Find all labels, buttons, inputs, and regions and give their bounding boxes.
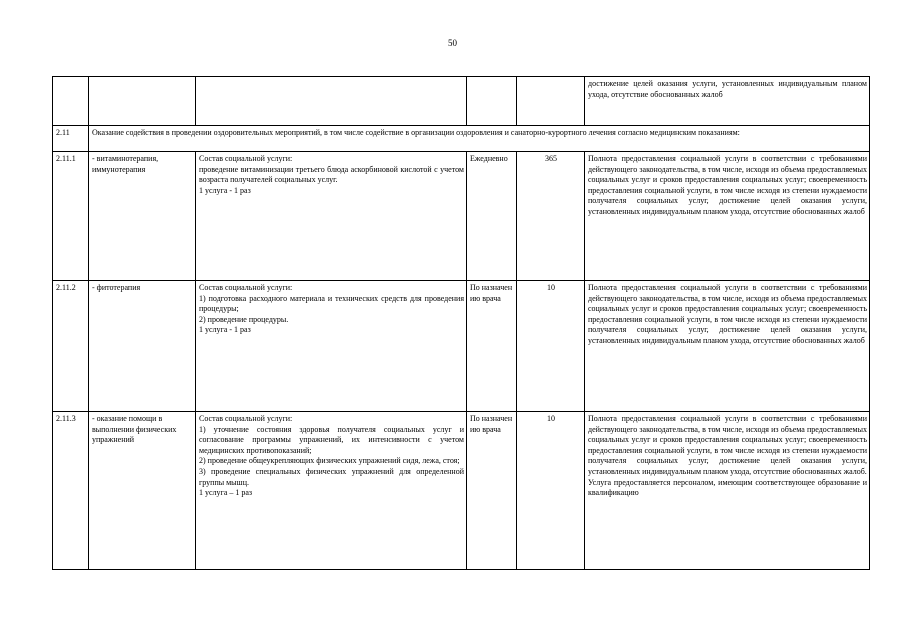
service-content [196, 152, 467, 281]
service-name: - оказание помощи в выполнении физических упражнений [89, 412, 196, 570]
service-period: Ежедневно [467, 152, 517, 281]
table-row [53, 412, 870, 570]
row-number: 2.11.2 [53, 281, 89, 412]
services-table [52, 76, 870, 570]
row-number: 2.11.3 [53, 412, 89, 570]
content-line: 2) проведение процедуры. [199, 314, 289, 324]
service-content [196, 412, 467, 570]
service-name: - витаминотерапия, иммунотерапия [89, 152, 196, 281]
quality-paragraph: Полнота предоставления социальной услуги в соответствии с требованиями действующего законодательства, в том числе, исходя из объема предоставляемых социальных услуг и сроков предоставления социальных услуг; своевременность предоставления социальной услуги, в том числе исходя из степени нуждаемости получателя социальных услуг, достижение целей оказания услуги, установленных индивидуальным планом ухода, отсутствие обоснованных жалоб. [588, 414, 867, 476]
content-line: 1) подготовка расходного материала и технических средств для проведения процедуры; [199, 293, 464, 314]
cell-name [89, 77, 196, 126]
quality-paragraph: Услуга предоставляется персоналом, имеющим соответствующее образование и квалификацию [588, 477, 867, 498]
service-volume: 365 [517, 152, 585, 281]
service-period: По назначению врача [467, 281, 517, 412]
section-row [53, 126, 870, 152]
content-line: Состав социальной услуги: [199, 154, 293, 163]
table-row [53, 281, 870, 412]
row-number: 2.11.1 [53, 152, 89, 281]
service-quality [585, 281, 870, 412]
service-period: По назначению врача [467, 412, 517, 570]
continuation-row [53, 77, 870, 126]
service-content [196, 281, 467, 412]
content-line: проведение витаминизации третьего блюда аскорбиновой кислотой с учетом возраста получателей социальных услуг. [199, 164, 464, 185]
section-number: 2.11 [53, 126, 89, 152]
table-row [53, 152, 870, 281]
service-volume: 10 [517, 281, 585, 412]
content-line: 1 услуга – 1 раз [199, 488, 253, 498]
content-line: 2) проведение общеукрепляющих физических упражнений сидя, лежа, стоя; [199, 456, 460, 466]
cell-number [53, 77, 89, 126]
cell-content [196, 77, 467, 126]
service-name: - фитотерапия [89, 281, 196, 412]
section-title: Оказание содействия в проведении оздоровительных мероприятий, в том числе содействие в организации оздоровления и санаторно-курортного лечения согласно медицинским показаниям: [89, 126, 870, 152]
content-line: Состав социальной услуги: [199, 414, 293, 423]
page-number: 50 [448, 38, 457, 48]
service-quality [585, 412, 870, 570]
content-line: 1 услуга - 1 раз [199, 185, 251, 195]
quality-paragraph: Полнота предоставления социальной услуги в соответствии с требованиями действующего законодательства, в том числе, исходя из объема предоставляемых социальных услуг и сроков предоставления социальных услуг; своевременность предоставления социальной услуги, в том числе исходя из степени нуждаемости получателя социальных услуг, достижение целей оказания услуги, установленных индивидуальным планом ухода, отсутствие обоснованных жалоб [588, 154, 867, 216]
cell-volume [517, 77, 585, 126]
content-line: 3) проведение специальных физических упражнений для определенной группы мышц. [199, 466, 464, 487]
quality-paragraph: Полнота предоставления социальной услуги в соответствии с требованиями действующего законодательства, в том числе, исходя из объема предоставляемых социальных услуг и сроков предоставления социальных услуг; своевременность предоставления социальной услуги, в том числе исходя из степени нуждаемости получателя социальных услуг, достижение целей оказания услуги, установленных индивидуальным планом ухода, отсутствие обоснованных жалоб [588, 283, 867, 345]
content-line: 1) уточнение состояния здоровья получателя социальных услуг и согласование программы упражнений, их интенсивности с учетом медицинских противопоказаний; [199, 424, 464, 455]
cell-period [467, 77, 517, 126]
service-volume: 10 [517, 412, 585, 570]
content-line: Состав социальной услуги: [199, 283, 293, 292]
content-line: 1 услуга - 1 раз [199, 325, 251, 335]
service-quality [585, 152, 870, 281]
cell-quality: достижение целей оказания услуги, установленных индивидуальным планом ухода, отсутствие обоснованных жалоб [585, 77, 870, 126]
